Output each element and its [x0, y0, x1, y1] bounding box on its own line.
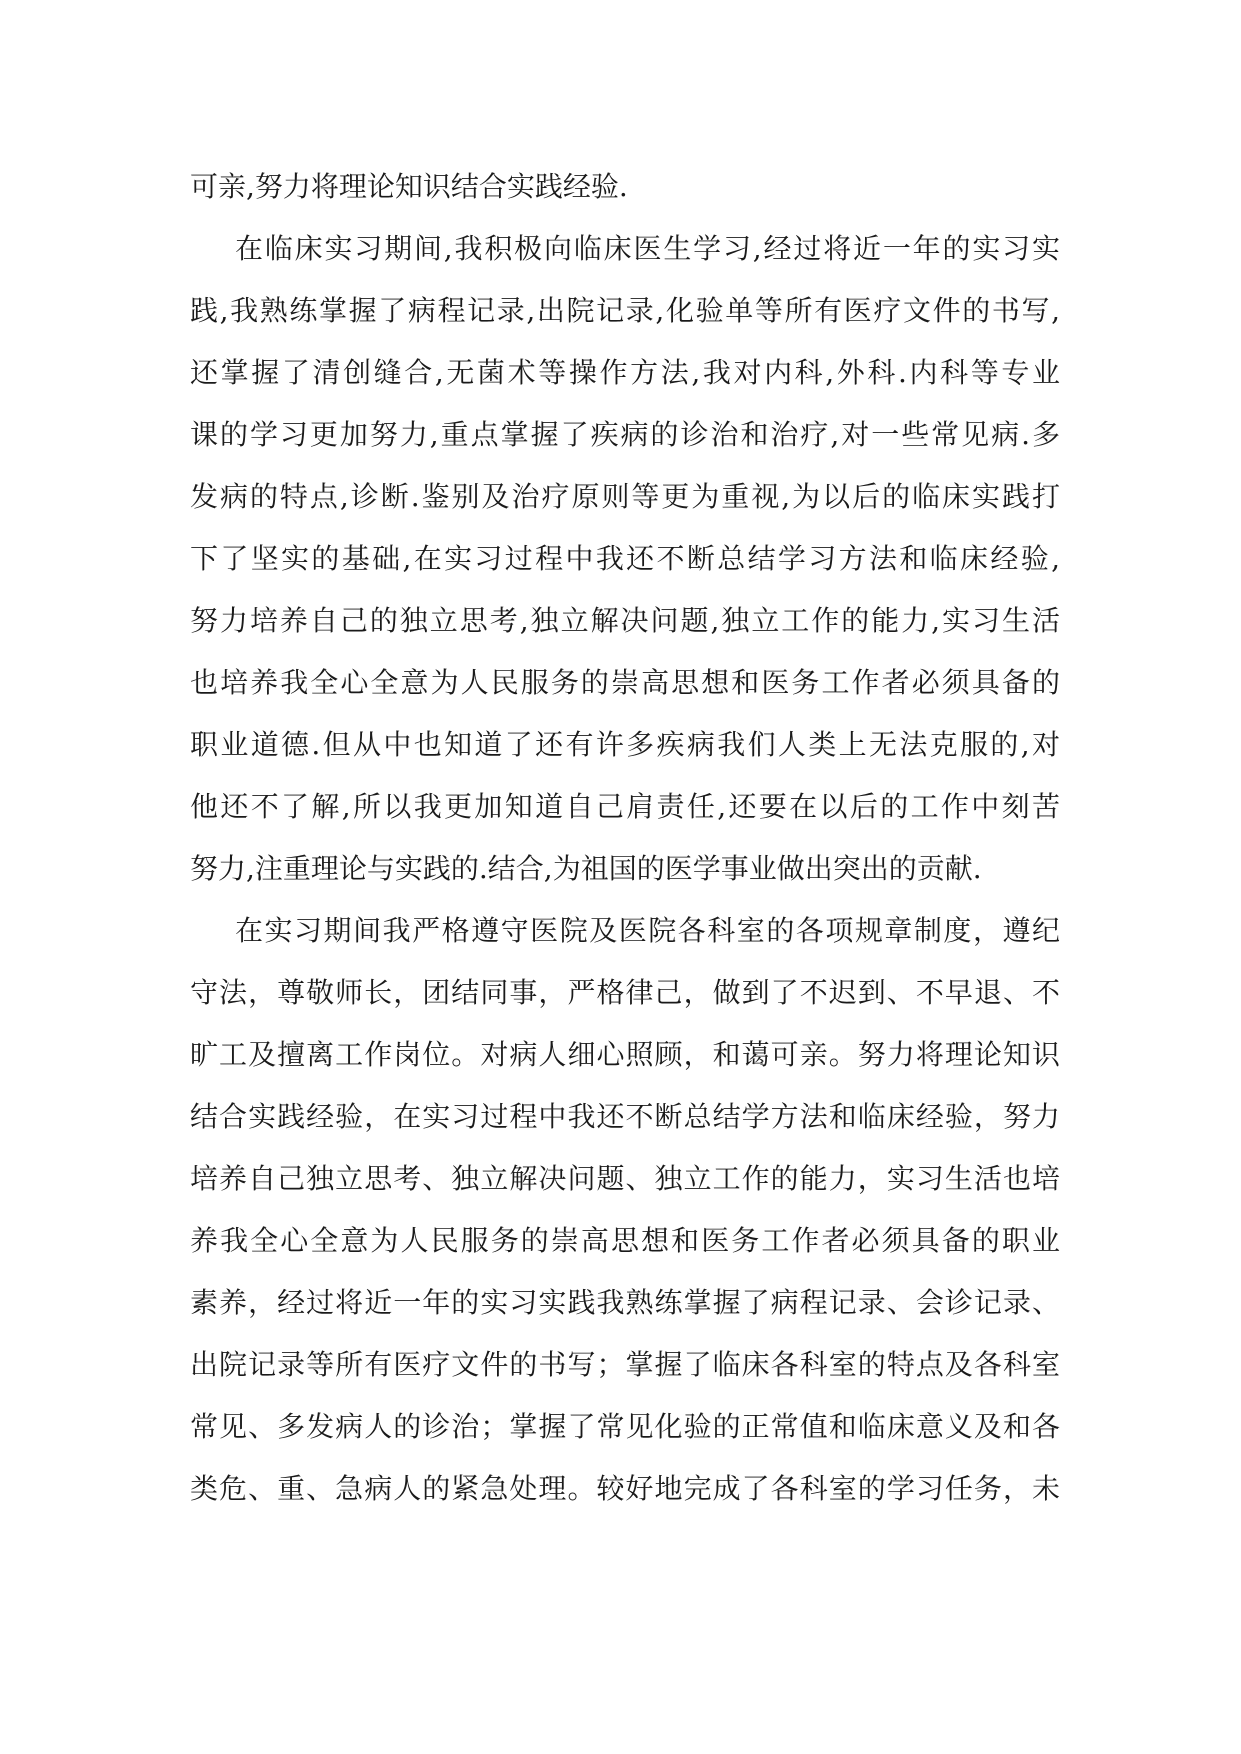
text-line: 素养，经过将近一年的实习实践我熟练掌握了病程记录、会诊记录、: [190, 1286, 1060, 1319]
document-body: [190, 156, 1060, 1520]
text-line: 他还不了解,所以我更加知道自己肩责任,还要在以后的工作中刻苦: [190, 790, 1060, 823]
text-line: 在临床实习期间,我积极向临床医生学习,经过将近一年的实习实: [235, 232, 1060, 265]
text-line: 结合实践经验，在实习过程中我还不断总结学方法和临床经验，努力: [190, 1100, 1060, 1133]
text-line: 下了坚实的基础,在实习过程中我还不断总结学习方法和临床经验,: [190, 542, 1060, 575]
text-line: 努力,注重理论与实践的.结合,为祖国的医学事业做出突出的贡献.: [190, 852, 982, 885]
text-line: 守法，尊敬师长，团结同事，严格律己，做到了不迟到、不早退、不: [190, 976, 1060, 1009]
text-line: 旷工及擅离工作岗位。对病人细心照顾，和蔼可亲。努力将理论知识: [190, 1038, 1060, 1071]
text-line: 也培养我全心全意为人民服务的崇高思想和医务工作者必须具备的: [190, 666, 1060, 699]
text-line: 养我全心全意为人民服务的崇高思想和医务工作者必须具备的职业: [190, 1224, 1060, 1257]
text-line: 常见、多发病人的诊治；掌握了常见化验的正常值和临床意义及和各: [190, 1410, 1060, 1443]
text-line: 可亲,努力将理论知识结合实践经验.: [190, 170, 628, 203]
text-line: 出院记录等所有医疗文件的书写；掌握了临床各科室的特点及各科室: [190, 1348, 1060, 1381]
text-line: 还掌握了清创缝合,无菌术等操作方法,我对内科,外科.内科等专业: [190, 356, 1060, 389]
text-line: 类危、重、急病人的紧急处理。较好地完成了各科室的学习任务，未: [190, 1472, 1060, 1505]
text-line: 践,我熟练掌握了病程记录,出院记录,化验单等所有医疗文件的书写,: [190, 294, 1060, 327]
text-line: 培养自己独立思考、独立解决问题、独立工作的能力，实习生活也培: [190, 1162, 1060, 1195]
text-line: 在实习期间我严格遵守医院及医院各科室的各项规章制度，遵纪: [235, 914, 1060, 947]
text-line: 职业道德.但从中也知道了还有许多疾病我们人类上无法克服的,对: [190, 728, 1060, 761]
text-line: 课的学习更加努力,重点掌握了疾病的诊治和治疗,对一些常见病.多: [190, 418, 1060, 451]
text-line: 努力培养自己的独立思考,独立解决问题,独立工作的能力,实习生活: [190, 604, 1060, 637]
text-line: 发病的特点,诊断.鉴别及治疗原则等更为重视,为以后的临床实践打: [190, 480, 1060, 513]
